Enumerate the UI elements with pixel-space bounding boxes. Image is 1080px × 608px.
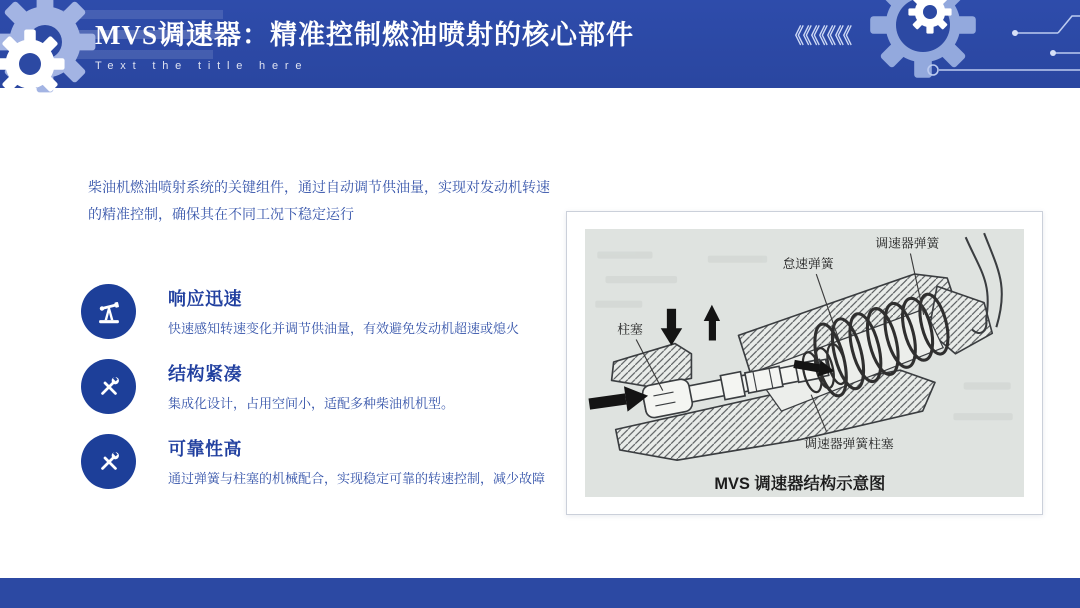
crossed-tools-icon (81, 359, 136, 414)
oil-pump-icon (81, 284, 136, 339)
feature-desc: 快速感知转速变化并调节供油量，有效避免发动机超速或熄火 (168, 321, 520, 336)
circuit-decoration (928, 16, 1080, 75)
feature-item-response (81, 284, 551, 340)
slide-subtitle: Text the title here (95, 60, 309, 72)
feature-desc: 集成化设计，占用空间小，适配多种柴油机机型。 (168, 396, 455, 411)
label-governor-spring: 调速器弹簧 (875, 235, 940, 251)
scanned-diagram-image (585, 229, 1024, 497)
label-idle-spring: 怠速弹簧 (782, 255, 834, 271)
gear-decoration-right (850, 0, 1080, 88)
intro-paragraph: 柴油机燃油喷射系统的关键组件，通过自动调节供油量，实现对发动机转速的精准控制，确保其在不同工况下稳定运行 (88, 179, 550, 223)
feature-item-reliable (81, 434, 551, 490)
diagram-caption: MVS 调速器结构示意图 (714, 474, 886, 493)
footer-bar (0, 578, 1080, 608)
crossed-tools-icon (81, 434, 136, 489)
feature-title: 响应迅速 (168, 289, 242, 309)
feature-desc: 通过弹簧与柱塞的机械配合，实现稳定可靠的转速控制，减少故障 (168, 471, 546, 486)
label-governor-spring-plunger: 调速器弹簧柱塞 (804, 435, 894, 451)
diagram-panel (566, 211, 1043, 515)
chevron-decoration: 《《《《《《《 (786, 24, 851, 48)
header-bar (0, 0, 1080, 88)
slide-title: MVS调速器：精准控制燃油喷射的核心部件 (95, 20, 634, 50)
label-plunger: 柱塞 (617, 321, 643, 337)
feature-title: 可靠性高 (168, 439, 242, 459)
feature-list (81, 284, 551, 509)
feature-title: 结构紧凑 (168, 364, 242, 384)
feature-item-compact (81, 359, 551, 415)
